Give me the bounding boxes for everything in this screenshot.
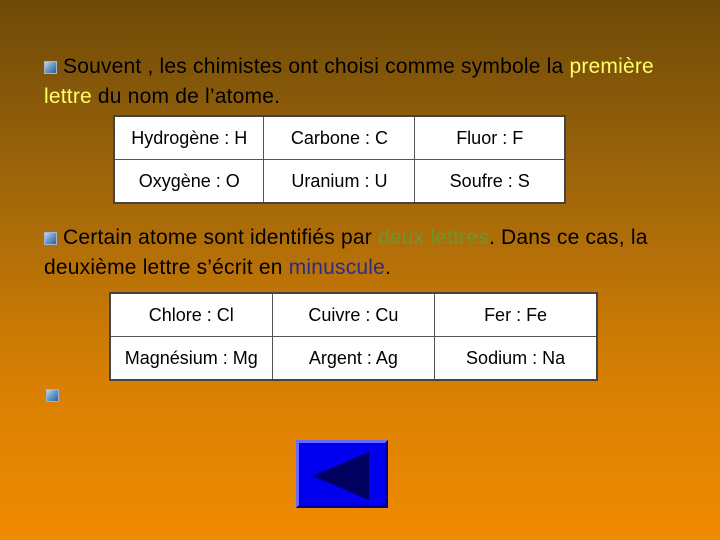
- two-letter-paragraph: [44, 223, 684, 283]
- table-cell: Oxygène : O: [114, 160, 264, 204]
- p2-highlight-lowercase: minuscule: [288, 256, 386, 279]
- intro-text-before: Souvent , les chimistes ont choisi comme symbole la: [63, 55, 570, 78]
- table-cell: Soufre : S: [415, 160, 565, 204]
- p2-highlight-two-letters: deux lettres: [377, 226, 489, 249]
- table-cell: Cuivre : Cu: [272, 293, 435, 337]
- table-cell: Sodium : Na: [435, 337, 597, 381]
- square-bullet-icon: [44, 232, 57, 245]
- back-button[interactable]: [296, 440, 388, 508]
- p2-text-middle: . Dans ce cas, la deuxième lettre s’écrit en: [44, 226, 648, 279]
- table-row: [114, 160, 565, 204]
- table-cell: Fluor : F: [415, 116, 565, 160]
- table-row: [110, 337, 597, 381]
- table-cell: Carbone : C: [264, 116, 415, 160]
- intro-highlight: première lettre: [44, 55, 654, 108]
- p2-text-before: Certain atome sont identifiés par: [63, 226, 378, 249]
- table-cell: Hydrogène : H: [114, 116, 264, 160]
- table-row: [114, 116, 565, 160]
- two-letter-table: [109, 292, 598, 381]
- square-bullet-icon: [46, 389, 59, 402]
- table-cell: Fer : Fe: [435, 293, 597, 337]
- square-bullet-icon: [44, 61, 57, 74]
- intro-paragraph: [44, 52, 684, 112]
- table-row: [110, 293, 597, 337]
- table-cell: Chlore : Cl: [110, 293, 272, 337]
- table-cell: Magnésium : Mg: [110, 337, 272, 381]
- intro-text-after: du nom de l’atome.: [91, 85, 281, 108]
- p2-text-after: .: [385, 256, 392, 279]
- table-cell: Argent : Ag: [272, 337, 435, 381]
- single-letter-table: [113, 115, 566, 204]
- triangle-left-icon: [299, 443, 385, 505]
- table-cell: Uranium : U: [264, 160, 415, 204]
